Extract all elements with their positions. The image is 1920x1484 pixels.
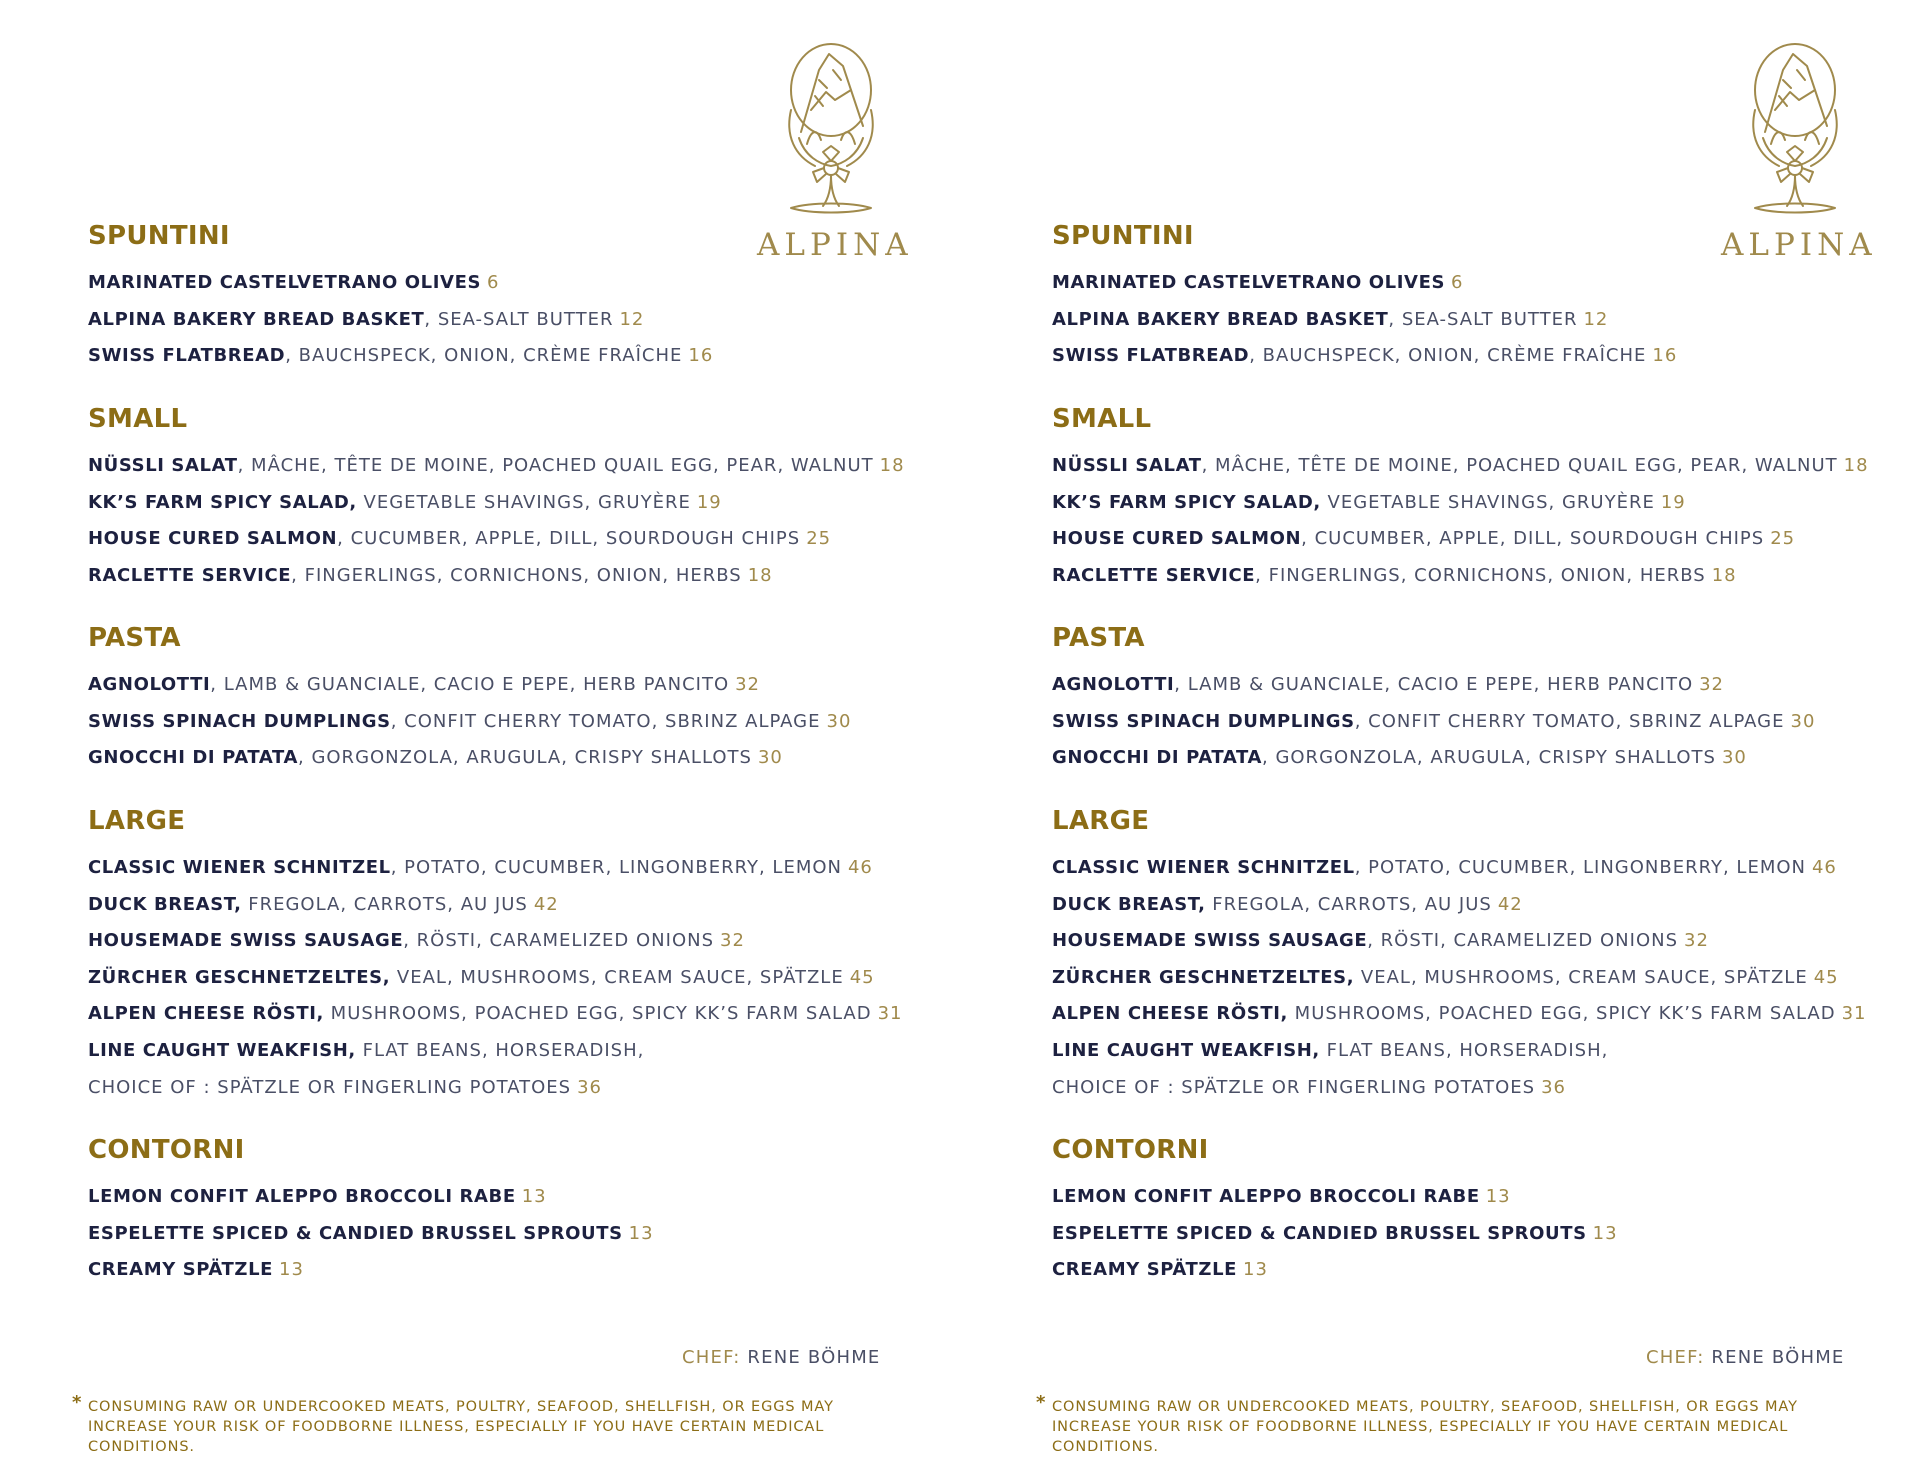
menu-item-name: NÜSSLI SALAT (1052, 455, 1202, 476)
menu-item-name: KK’S FARM SPICY SALAD, (88, 491, 357, 513)
menu-item (1052, 265, 1872, 302)
menu-item-name: ESPELETTE SPICED & CANDIED BRUSSEL SPROUTS (88, 1222, 623, 1244)
menu-item-desc: FLAT BEANS, HORSERADISH, (355, 1039, 645, 1061)
menu-item-desc: , CUCUMBER, APPLE, DILL, SOURDOUGH CHIPS (1301, 528, 1765, 550)
menu-item-price: 16 (688, 345, 714, 367)
menu-item (88, 1179, 908, 1216)
menu-item (88, 1252, 908, 1289)
alpina-mountain-flower-icon (771, 40, 891, 225)
menu-item (88, 448, 908, 485)
menu-item-name: SWISS SPINACH DUMPLINGS (1052, 710, 1355, 732)
menu-item-price: 16 (1652, 345, 1678, 367)
menu-item-desc: CHOICE OF : SPÄTZLE OR FINGERLING POTATOES (88, 1076, 572, 1098)
menu-item-desc: , POTATO, CUCUMBER, LINGONBERRY, LEMON (1354, 857, 1806, 878)
menu-item-name: CLASSIC WIENER SCHNITZEL (88, 857, 391, 878)
menu-item-desc: VEAL, MUSHROOMS, CREAM SAUCE, SPÄTZLE (390, 966, 844, 988)
menu-item (88, 996, 908, 1033)
menu-item-desc: , RÖSTI, CARAMELIZED ONIONS (403, 930, 715, 952)
notice-asterisk: * (72, 1392, 82, 1413)
menu-item (1052, 923, 1872, 960)
menu-item-price: 25 (1770, 528, 1796, 550)
health-notice: CONSUMING RAW OR UNDERCOOKED MEATS, POULTRY, SEAFOOD, SHELLFISH, OR EGGS MAY INCREASE YOUR RISK OF FOODBORNE ILLNESS, ESPECIALLY IF YOU HAVE CERTAIN MEDICAL CONDITIONS. (88, 1399, 834, 1455)
menu-item-name: HOUSEMADE SWISS SAUSAGE (1052, 930, 1368, 952)
section-contorni (1052, 1135, 1872, 1289)
menu-item-desc: FREGOLA, CARROTS, AU JUS (1205, 893, 1492, 915)
section-title: LARGE (1052, 806, 1150, 836)
menu-item-name: KK’S FARM SPICY SALAD, (1052, 491, 1321, 513)
menu-item (1052, 1252, 1872, 1289)
menu-item (1052, 485, 1872, 522)
menu-item (1052, 1070, 1872, 1107)
menu-item-price: 45 (849, 966, 875, 988)
menu-item-price: 13 (521, 1186, 547, 1207)
menu-item-desc: VEGETABLE SHAVINGS, GRUYÈRE (1320, 491, 1655, 513)
menu-item-price: 25 (806, 528, 832, 550)
menu-item-desc: , LAMB & GUANCIALE, CACIO E PEPE, HERB PANCITO (210, 674, 730, 695)
menu-item-name: AGNOLOTTI (88, 674, 211, 695)
menu-item (1052, 1179, 1872, 1216)
chef-credit (1646, 1347, 1845, 1368)
menu-item-desc: FLAT BEANS, HORSERADISH, (1319, 1039, 1609, 1061)
menu-item-desc: , FINGERLINGS, CORNICHONS, ONION, HERBS (1255, 564, 1706, 586)
menu-item (88, 887, 908, 924)
menu-item (1052, 960, 1872, 997)
menu-item (88, 338, 908, 375)
menu-item (88, 265, 908, 302)
menu-item-name: LINE CAUGHT WEAKFISH, (1052, 1039, 1320, 1061)
section-spuntini (88, 221, 913, 375)
menu-item-desc: , POTATO, CUCUMBER, LINGONBERRY, LEMON (390, 857, 842, 878)
menu-item-name: CREAMY SPÄTZLE (1052, 1259, 1238, 1281)
menu-item-desc: , GORGONZOLA, ARUGULA, CRISPY SHALLOTS (1262, 747, 1716, 769)
menu-item (1052, 448, 1872, 485)
menu-item-desc: MUSHROOMS, POACHED EGG, SPICY KK’S FARM SALAD (323, 1003, 872, 1025)
menu-item (1052, 558, 1872, 595)
menu-item (88, 1070, 908, 1107)
menu-item-name: MARINATED CASTELVETRANO OLIVES (1052, 272, 1446, 293)
menu-item-price: 6 (487, 272, 500, 293)
chef-label: CHEF: (682, 1347, 741, 1368)
menu-item-desc: , LAMB & GUANCIALE, CACIO E PEPE, HERB PANCITO (1174, 674, 1694, 695)
menu-item-name: DUCK BREAST, (1052, 893, 1206, 915)
section-title: SPUNTINI (88, 221, 230, 251)
section-title: LARGE (88, 806, 186, 836)
health-notice: CONSUMING RAW OR UNDERCOOKED MEATS, POULTRY, SEAFOOD, SHELLFISH, OR EGGS MAY INCREASE YOUR RISK OF FOODBORNE ILLNESS, ESPECIALLY IF YOU HAVE CERTAIN MEDICAL CONDITIONS. (1052, 1399, 1798, 1455)
menu-item-desc: MUSHROOMS, POACHED EGG, SPICY KK’S FARM SALAD (1287, 1003, 1836, 1025)
menu-item-name: CREAMY SPÄTZLE (88, 1259, 274, 1281)
menu-item-price: 12 (619, 308, 645, 330)
menu-item-price: 32 (720, 930, 745, 952)
menu-item-desc: , FINGERLINGS, CORNICHONS, ONION, HERBS (291, 564, 742, 586)
menu-item (88, 1033, 908, 1070)
menu-item-name: RACLETTE SERVICE (1052, 564, 1256, 586)
menu-item-price: 13 (279, 1259, 304, 1281)
menu-item (1052, 302, 1872, 339)
menu-item-price: 42 (533, 893, 559, 915)
menu-item-name: ZÜRCHER GESCHNETZELTES, (1052, 966, 1355, 988)
menu-item-price: 13 (1485, 1186, 1511, 1207)
menu-item-price: 32 (1684, 930, 1709, 952)
menu-item (1052, 1033, 1872, 1070)
menu-item-name: HOUSE CURED SALMON (88, 528, 338, 550)
section-title: PASTA (1052, 623, 1145, 653)
section-small (1052, 404, 1872, 594)
menu-item-price: 30 (757, 747, 783, 769)
menu-panel-right (964, 0, 1920, 1484)
menu-item (88, 521, 908, 558)
menu-item-desc: , RÖSTI, CARAMELIZED ONIONS (1367, 930, 1679, 952)
section-pasta (1052, 623, 1872, 777)
chef-credit (682, 1347, 881, 1368)
chef-label: CHEF: (1646, 1347, 1705, 1368)
menu-item (1052, 887, 1872, 924)
menu-item-price: 12 (1583, 308, 1609, 330)
menu-item-price: 32 (735, 674, 761, 695)
menu-item-name: ALPINA BAKERY BREAD BASKET (1052, 308, 1389, 330)
section-large (1052, 806, 1872, 1106)
menu-item-desc: , BAUCHSPECK, ONION, CRÈME FRAÎCHE (1249, 345, 1647, 367)
menu-item-price: 45 (1813, 966, 1839, 988)
menu-item-desc: , CUCUMBER, APPLE, DILL, SOURDOUGH CHIPS (337, 528, 801, 550)
menu-item (88, 704, 908, 741)
menu-item-name: MARINATED CASTELVETRANO OLIVES (88, 272, 482, 293)
menu-item-price: 18 (879, 455, 905, 476)
menu-item-name: SWISS FLATBREAD (1052, 345, 1250, 367)
section-small (88, 404, 908, 594)
chef-name: RENE BÖHME (747, 1347, 881, 1368)
section-spuntini (1052, 221, 1877, 375)
menu-item (1052, 1216, 1872, 1253)
menu-item-price: 31 (877, 1003, 903, 1025)
menu-item (1052, 338, 1872, 375)
section-title: SPUNTINI (1052, 221, 1194, 251)
menu-item-name: ESPELETTE SPICED & CANDIED BRUSSEL SPROUTS (1052, 1222, 1587, 1244)
menu-item-desc: , MÂCHE, TÊTE DE MOINE, POACHED QUAIL EGG, PEAR, WALNUT (237, 455, 874, 476)
menu-item-name: HOUSEMADE SWISS SAUSAGE (88, 930, 404, 952)
section-title: CONTORNI (1052, 1135, 1209, 1165)
menu-item-name: SWISS SPINACH DUMPLINGS (88, 710, 391, 732)
menu-item-price: 13 (628, 1222, 654, 1244)
section-title: SMALL (88, 404, 188, 434)
section-contorni (88, 1135, 908, 1289)
menu-item-desc: VEAL, MUSHROOMS, CREAM SAUCE, SPÄTZLE (1354, 966, 1808, 988)
menu-item-price: 19 (696, 491, 722, 513)
section-title: CONTORNI (88, 1135, 245, 1165)
menu-item-desc: , BAUCHSPECK, ONION, CRÈME FRAÎCHE (285, 345, 683, 367)
menu-item-price: 46 (847, 857, 873, 878)
menu-item-desc: , SEA-SALT BUTTER (424, 308, 614, 330)
menu-item-name: LINE CAUGHT WEAKFISH, (88, 1039, 356, 1061)
menu-item-name: CLASSIC WIENER SCHNITZEL (1052, 857, 1355, 878)
alpina-mountain-flower-icon (1735, 40, 1855, 225)
menu-item (1052, 667, 1872, 704)
chef-name: RENE BÖHME (1711, 1347, 1845, 1368)
menu-item-price: 30 (1790, 710, 1816, 732)
menu-item-name: ALPEN CHEESE RÖSTI, (88, 1003, 324, 1025)
section-title: SMALL (1052, 404, 1152, 434)
menu-item-name: LEMON CONFIT ALEPPO BROCCOLI RABE (88, 1186, 516, 1207)
alpina-wordmark: ALPINA (757, 227, 913, 263)
section-title: PASTA (88, 623, 181, 653)
menu-item-desc: VEGETABLE SHAVINGS, GRUYÈRE (356, 491, 691, 513)
menu-item (1052, 704, 1872, 741)
menu-item-price: 19 (1660, 491, 1686, 513)
menu-item-desc: , CONFIT CHERRY TOMATO, SBRINZ ALPAGE (390, 710, 821, 732)
menu-item-price: 18 (1711, 564, 1737, 586)
menu-item-name: ZÜRCHER GESCHNETZELTES, (88, 966, 391, 988)
menu-item (88, 850, 908, 887)
menu-item (88, 740, 908, 777)
menu-item-name: AGNOLOTTI (1052, 674, 1175, 695)
menu-item-name: SWISS FLATBREAD (88, 345, 286, 367)
menu-item-desc: , SEA-SALT BUTTER (1388, 308, 1578, 330)
menu-item-price: 42 (1497, 893, 1523, 915)
menu-item (88, 1216, 908, 1253)
menu-item-desc: , GORGONZOLA, ARUGULA, CRISPY SHALLOTS (298, 747, 752, 769)
menu-item (1052, 850, 1872, 887)
menu-item (88, 485, 908, 522)
menu-item-price: 46 (1811, 857, 1837, 878)
section-pasta (88, 623, 908, 777)
menu-item-price: 13 (1243, 1259, 1268, 1281)
menu-item-price: 18 (747, 564, 773, 586)
notice-asterisk: * (1036, 1392, 1046, 1413)
menu-item (1052, 996, 1872, 1033)
menu-item (88, 667, 908, 704)
menu-item (1052, 740, 1872, 777)
menu-item-price: 6 (1451, 272, 1464, 293)
section-large (88, 806, 908, 1106)
menu-item-name: DUCK BREAST, (88, 893, 242, 915)
menu-item-price: 18 (1843, 455, 1869, 476)
menu-item-desc: CHOICE OF : SPÄTZLE OR FINGERLING POTATOES (1052, 1076, 1536, 1098)
menu-item (88, 960, 908, 997)
menu-item-desc: , CONFIT CHERRY TOMATO, SBRINZ ALPAGE (1354, 710, 1785, 732)
menu-item-name: ALPINA BAKERY BREAD BASKET (88, 308, 425, 330)
menu-item-price: 31 (1841, 1003, 1867, 1025)
alpina-wordmark: ALPINA (1721, 227, 1877, 263)
menu-item-name: NÜSSLI SALAT (88, 455, 238, 476)
menu-item-price: 30 (826, 710, 852, 732)
menu-item (88, 923, 908, 960)
menu-item-price: 36 (577, 1076, 602, 1098)
menu-item-name: GNOCCHI DI PATATA (88, 747, 298, 769)
menu-item-name: RACLETTE SERVICE (88, 564, 292, 586)
menu-item-price: 32 (1699, 674, 1725, 695)
menu-item (88, 302, 908, 339)
menu-item (1052, 521, 1872, 558)
menu-item-desc: FREGOLA, CARROTS, AU JUS (241, 893, 528, 915)
menu-item-price: 13 (1592, 1222, 1618, 1244)
menu-item-price: 30 (1721, 747, 1747, 769)
menu-item-name: HOUSE CURED SALMON (1052, 528, 1302, 550)
menu-item-name: ALPEN CHEESE RÖSTI, (1052, 1003, 1288, 1025)
menu-item-price: 36 (1541, 1076, 1566, 1098)
menu-item-name: GNOCCHI DI PATATA (1052, 747, 1262, 769)
menu-item-name: LEMON CONFIT ALEPPO BROCCOLI RABE (1052, 1186, 1480, 1207)
menu-item-desc: , MÂCHE, TÊTE DE MOINE, POACHED QUAIL EGG, PEAR, WALNUT (1201, 455, 1838, 476)
menu-item (88, 558, 908, 595)
